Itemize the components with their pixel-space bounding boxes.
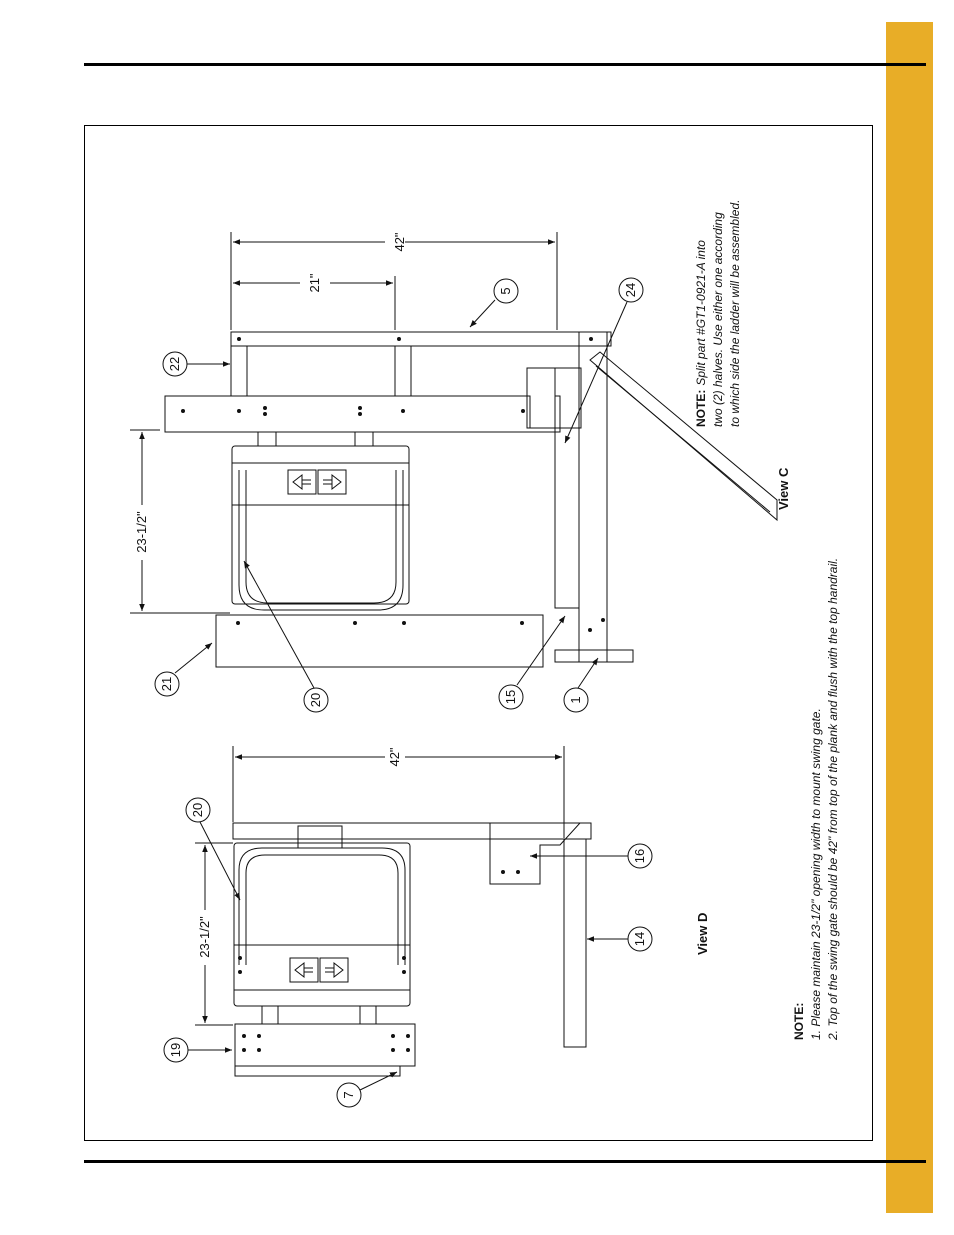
view-c-dim-opening: 23-1/2" [134, 511, 149, 553]
view-d-callouts [164, 798, 652, 1107]
base-frame-1 [579, 332, 607, 662]
view-c-dim-42: 42" [392, 232, 407, 252]
bracket-7 [235, 1066, 400, 1076]
callout-15: 15 [503, 689, 518, 705]
view-c-dim-21: 21" [307, 273, 322, 293]
callout-19: 19 [168, 1042, 183, 1058]
callout-7: 7 [341, 1091, 356, 1099]
callout-5: 5 [498, 287, 513, 295]
view-c-drawing [165, 332, 777, 667]
view-d-drawing [233, 823, 591, 1076]
view-d-dim-labels [197, 747, 402, 958]
view-d-dimensions [195, 746, 564, 1025]
view-d-dim-opening: 23-1/2" [197, 916, 212, 958]
callout-21: 21 [159, 676, 174, 692]
bracket-16 [490, 823, 580, 884]
view-c-note-line3: to which side the ladder will be assembled. [728, 199, 742, 427]
view-d-rail [233, 823, 591, 839]
bottom-note-line2: 2. Top of the swing gate should be 42" from top of the plank and flush with the top handrail. [826, 557, 840, 1040]
channel-15 [555, 368, 579, 608]
post-22b [395, 346, 411, 396]
view-d-dim-42: 42" [387, 747, 402, 767]
view-c-note [694, 200, 742, 427]
callout-1: 1 [568, 696, 583, 704]
view-c-note-line2: two (2) halves. Use either one according [711, 212, 725, 427]
bottom-note [792, 558, 840, 1041]
callout-24: 24 [623, 282, 638, 298]
post-22a [231, 346, 247, 396]
view-d-handle-20 [239, 848, 405, 965]
channel-14 [564, 839, 586, 1047]
base-plate-19 [235, 1024, 415, 1066]
bottom-note-label: NOTE: [792, 1002, 806, 1040]
view-c-title: View C [776, 467, 791, 510]
hinge-b [355, 432, 373, 446]
view-c-callouts [155, 278, 643, 712]
callout-16: 16 [632, 848, 647, 864]
gate-handle-20 [239, 470, 403, 610]
bracket-plate [165, 396, 560, 432]
view-d-callout-20: 20 [190, 802, 205, 818]
plank-21 [216, 615, 543, 667]
view-c-note-line1: NOTE:Split part #GT1-0921-A into [694, 240, 708, 427]
callout-14: 14 [632, 931, 647, 947]
rail-part-5 [231, 332, 611, 346]
view-d-title: View D [695, 912, 710, 955]
bottom-note-line1: 1. Please maintain 23-1/2" opening width to mount swing gate. [809, 708, 823, 1040]
callout-20: 20 [308, 692, 323, 708]
view-c-dimensions [130, 232, 557, 613]
hinge-a [258, 432, 276, 446]
callout-22: 22 [167, 356, 182, 372]
